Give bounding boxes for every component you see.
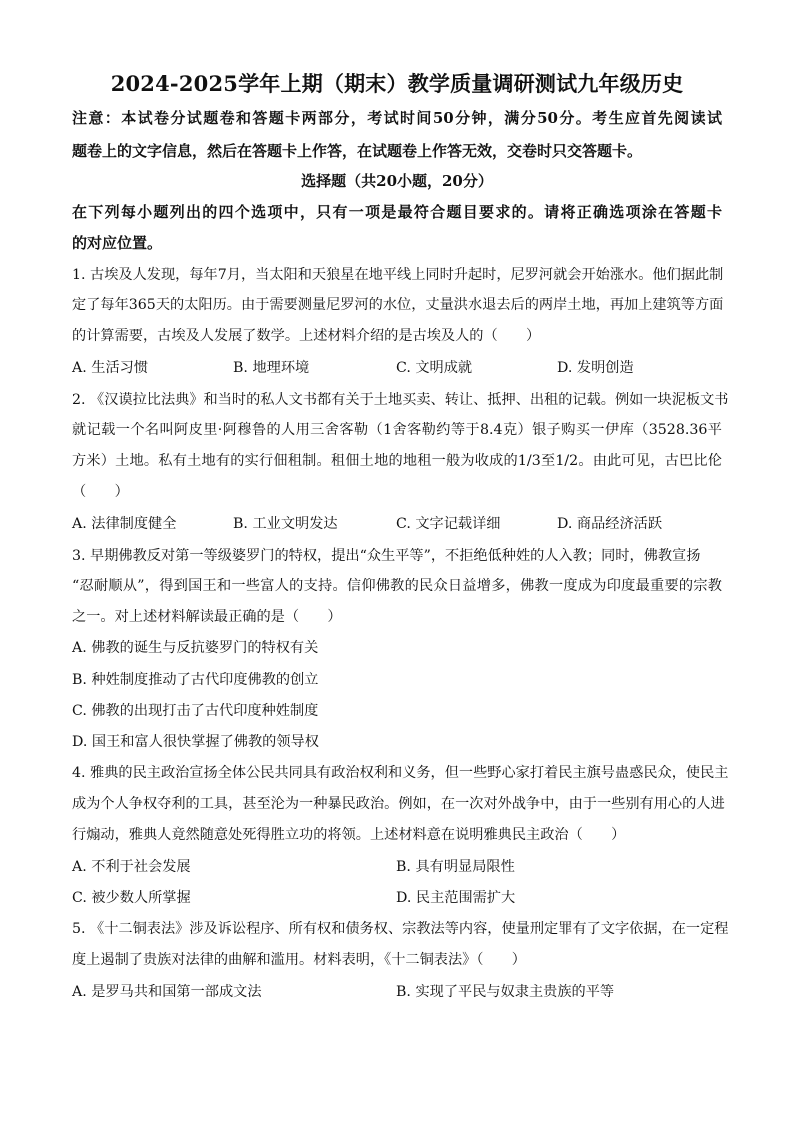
question-5-option-b: B. 实现了平民与奴隶主贵族的平等 <box>396 984 615 1000</box>
question-4-line-1: 4. 雅典的民主政治宣扬全体公民共同具有政治权利和义务，但一些野心家打着民主旗号蛊惑民众，使民主 <box>72 765 729 781</box>
question-5-line-1: 5. 《十二铜表法》涉及诉讼程序、所有权和债务权、宗教法等内容，使量刑定罪有了文字依据，在一定程 <box>72 921 729 937</box>
question-4-option-d: D. 民主范围需扩大 <box>396 890 516 906</box>
question-2-line-1: 2. 《汉谟拉比法典》和当时的私人文书都有关于土地买卖、转让、抵押、出租的记载。例如一块泥板文书 <box>72 392 729 408</box>
section-header: 选择题（共20小题，20分） <box>301 172 493 190</box>
question-2-option-d: D. 商品经济活跃 <box>557 516 663 532</box>
question-1-option-c: C. 文明成就 <box>396 360 473 376</box>
question-4-line-2: 成为个人争权夺利的工具，甚至沦为一种暴民政治。例如，在一次对外战争中，由于一些别有用心的人进 <box>72 796 725 812</box>
question-3-line-1: 3. 早期佛教反对第一等级婆罗门的特权，提出“众生平等”，不拒绝低种姓的人入教；同时，佛教宣扬 <box>72 548 701 564</box>
question-1-option-d: D. 发明创造 <box>557 360 634 376</box>
notice-line-1: 注意：本试卷分试题卷和答题卡两部分，考试时间50分钟，满分50分。考生应首先阅读试 <box>72 109 722 127</box>
question-2-line-4: （ ） <box>72 484 129 500</box>
question-4-option-a: A. 不利于社会发展 <box>72 859 191 875</box>
question-1-option-b: B. 地理环境 <box>233 360 310 376</box>
question-4-option-b: B. 具有明显局限性 <box>396 859 515 875</box>
question-3-option-d: D. 国王和富人很快掌握了佛教的领导权 <box>72 734 319 750</box>
question-1-option-a: A. 生活习惯 <box>72 360 149 376</box>
question-3-option-c: C. 佛教的出现打击了古代印度种姓制度 <box>72 703 319 719</box>
instructions-line-2: 的对应位置。 <box>72 234 163 252</box>
question-4-option-c: C. 被少数人所掌握 <box>72 890 191 906</box>
question-1-line-1: 1. 古埃及人发现，每年7月，当太阳和天狼星在地平线上同时升起时，尼罗河就会开始涨水。他们据此制 <box>72 267 724 283</box>
question-2-line-3: 方米）土地。私有土地有的实行佃租制。租佃土地的地租一般为收成的1/3至1/2。由此可见，古巴比伦 <box>72 453 722 469</box>
question-3-line-2: “忍耐顺从”，得到国王和一些富人的支持。信仰佛教的民众日益增多，佛教一度成为印度最重要的宗教 <box>72 578 722 594</box>
question-4-line-3: 行煽动，雅典人竟然随意处死得胜立功的将领。上述材料意在说明雅典民主政治（ ） <box>72 827 626 843</box>
question-5-option-a: A. 是罗马共和国第一部成文法 <box>72 984 262 1000</box>
question-2-option-a: A. 法律制度健全 <box>72 516 177 532</box>
question-1-line-3: 的计算需要，古埃及人发展了数学。上述材料介绍的是古埃及人的（ ） <box>72 328 541 344</box>
question-2-option-c: C. 文字记载详细 <box>396 516 501 532</box>
instructions-line-1: 在下列每小题列出的四个选项中，只有一项是最符合题目要求的。请将正确选项涂在答题卡 <box>72 203 722 221</box>
question-5-line-2: 度上遏制了贵族对法律的曲解和滥用。材料表明，《十二铜表法》（ ） <box>72 952 526 968</box>
question-3-option-a: A. 佛教的诞生与反抗婆罗门的特权有关 <box>72 640 319 656</box>
question-3-option-b: B. 种姓制度推动了古代印度佛教的创立 <box>72 672 319 688</box>
question-1-line-2: 定了每年365天的太阳历。由于需要测量尼罗河的水位，丈量洪水退去后的两岸土地，再加上建筑等方面 <box>72 297 724 313</box>
page-title: 2024-2025学年上期（期末）教学质量调研测试九年级历史 <box>110 71 684 96</box>
notice-line-2: 题卷上的文字信息，然后在答题卡上作答，在试题卷上作答无效，交卷时只交答题卡。 <box>72 142 643 160</box>
question-2-option-b: B. 工业文明发达 <box>233 516 338 532</box>
question-3-line-3: 之一。对上述材料解读最正确的是（ ） <box>72 609 342 625</box>
question-2-line-2: 就记载一个名叫阿皮里·阿穆鲁的人用三舍客勒（1舍客勒约等于8.4克）银子购买一伊库（3528.36平 <box>72 422 722 438</box>
